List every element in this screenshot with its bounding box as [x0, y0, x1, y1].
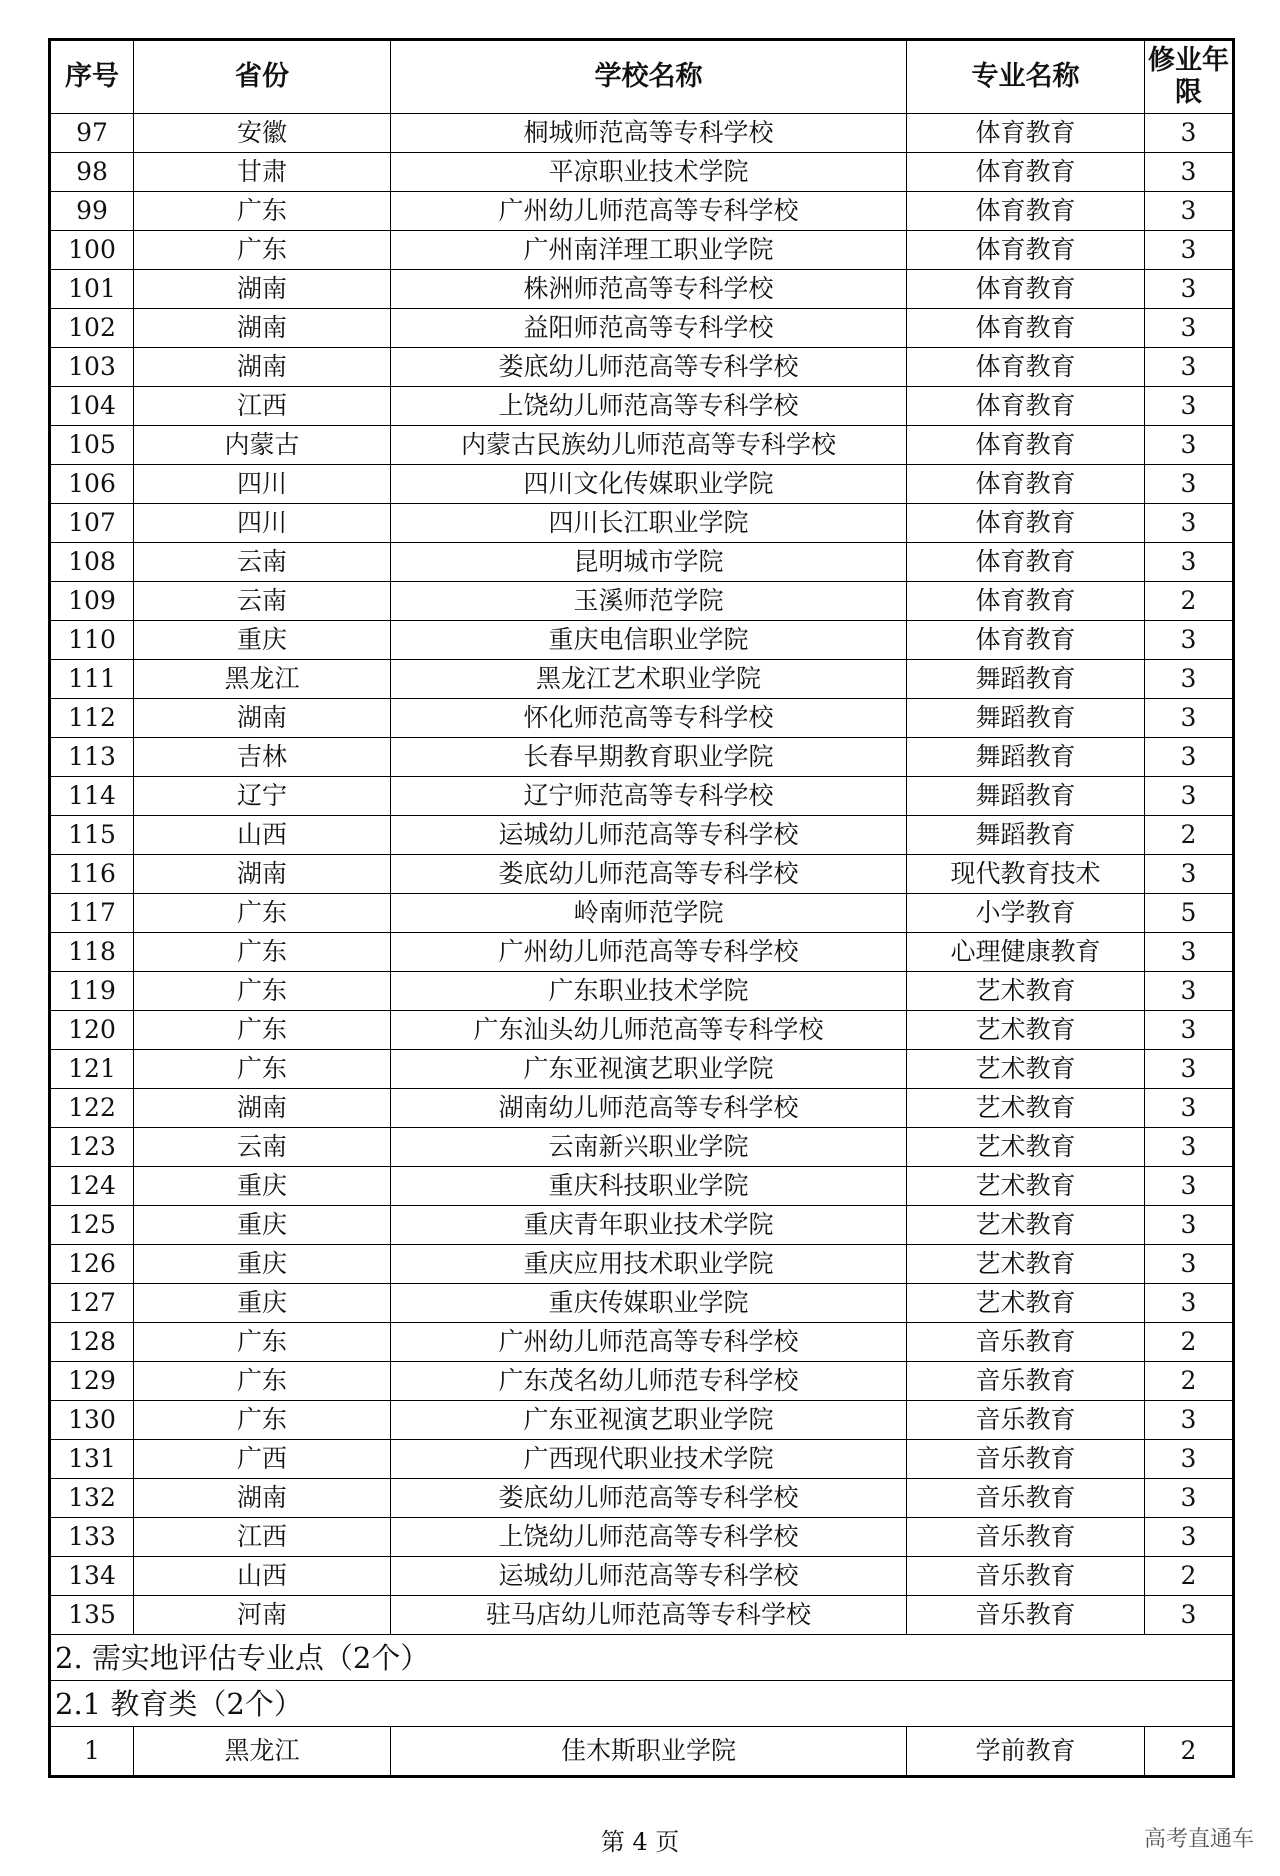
- cell-major: 艺术教育: [907, 1089, 1145, 1128]
- cell-school: 益阳师范高等专科学校: [391, 309, 907, 348]
- cell-index: 133: [50, 1518, 134, 1557]
- cell-years: 3: [1145, 1479, 1234, 1518]
- cell-province: 四川: [134, 465, 391, 504]
- section-table-body: [50, 1727, 1234, 1777]
- table-row: [50, 465, 1234, 504]
- cell-years: 3: [1145, 972, 1234, 1011]
- cell-years: 3: [1145, 1050, 1234, 1089]
- cell-major: 艺术教育: [907, 1284, 1145, 1323]
- cell-school: 广东职业技术学院: [391, 972, 907, 1011]
- cell-years: 3: [1145, 309, 1234, 348]
- header-school: 学校名称: [391, 40, 907, 114]
- cell-index: 127: [50, 1284, 134, 1323]
- cell-major: 音乐教育: [907, 1362, 1145, 1401]
- cell-index: 102: [50, 309, 134, 348]
- cell-years: 3: [1145, 231, 1234, 270]
- cell-province: 黑龙江: [134, 1727, 391, 1777]
- cell-years: 3: [1145, 504, 1234, 543]
- cell-school: 岭南师范学院: [391, 894, 907, 933]
- cell-years: 3: [1145, 660, 1234, 699]
- cell-index: 118: [50, 933, 134, 972]
- cell-major: 音乐教育: [907, 1557, 1145, 1596]
- table-row: [50, 1089, 1234, 1128]
- cell-index: 100: [50, 231, 134, 270]
- cell-school: 玉溪师范学院: [391, 582, 907, 621]
- table-row: [50, 1011, 1234, 1050]
- table-row: [50, 855, 1234, 894]
- cell-years: 3: [1145, 270, 1234, 309]
- cell-school: 广州幼儿师范高等专科学校: [391, 933, 907, 972]
- table-body: [50, 114, 1234, 1635]
- cell-province: 重庆: [134, 1284, 391, 1323]
- cell-index: 117: [50, 894, 134, 933]
- cell-major: 体育教育: [907, 465, 1145, 504]
- table-row: [50, 933, 1234, 972]
- cell-major: 体育教育: [907, 621, 1145, 660]
- cell-index: 125: [50, 1206, 134, 1245]
- cell-index: 135: [50, 1596, 134, 1635]
- cell-index: 131: [50, 1440, 134, 1479]
- cell-major: 心理健康教育: [907, 933, 1145, 972]
- cell-index: 98: [50, 153, 134, 192]
- cell-major: 体育教育: [907, 582, 1145, 621]
- cell-major: 学前教育: [907, 1727, 1145, 1777]
- table-row: [50, 972, 1234, 1011]
- cell-school: 运城幼儿师范高等专科学校: [391, 816, 907, 855]
- table-row: [50, 1128, 1234, 1167]
- cell-school: 娄底幼儿师范高等专科学校: [391, 855, 907, 894]
- cell-major: 舞蹈教育: [907, 699, 1145, 738]
- cell-major: 体育教育: [907, 270, 1145, 309]
- cell-major: 体育教育: [907, 309, 1145, 348]
- cell-years: 3: [1145, 1245, 1234, 1284]
- table-row: [50, 1206, 1234, 1245]
- cell-province: 重庆: [134, 621, 391, 660]
- cell-province: 广东: [134, 1323, 391, 1362]
- cell-school: 云南新兴职业学院: [391, 1128, 907, 1167]
- page-number: 第 4 页: [600, 1828, 680, 1856]
- cell-school: 四川文化传媒职业学院: [391, 465, 907, 504]
- cell-major: 艺术教育: [907, 972, 1145, 1011]
- section-2-title: 2. 需实地评估专业点（2个）: [50, 1635, 1234, 1681]
- cell-years: 3: [1145, 465, 1234, 504]
- cell-index: 130: [50, 1401, 134, 1440]
- cell-index: 106: [50, 465, 134, 504]
- cell-major: 音乐教育: [907, 1401, 1145, 1440]
- cell-years: 2: [1145, 816, 1234, 855]
- table-row: [50, 1050, 1234, 1089]
- cell-school: 四川长江职业学院: [391, 504, 907, 543]
- table-row: [50, 192, 1234, 231]
- table-row: [50, 1479, 1234, 1518]
- table-row: [50, 738, 1234, 777]
- cell-index: 107: [50, 504, 134, 543]
- cell-index: 114: [50, 777, 134, 816]
- table-row: [50, 660, 1234, 699]
- cell-major: 艺术教育: [907, 1245, 1145, 1284]
- table-row: [50, 1401, 1234, 1440]
- cell-school: 运城幼儿师范高等专科学校: [391, 1557, 907, 1596]
- cell-index: 120: [50, 1011, 134, 1050]
- cell-index: 122: [50, 1089, 134, 1128]
- header-index: 序号: [50, 40, 134, 114]
- cell-index: 128: [50, 1323, 134, 1362]
- cell-province: 江西: [134, 1518, 391, 1557]
- cell-school: 株洲师范高等专科学校: [391, 270, 907, 309]
- cell-province: 湖南: [134, 855, 391, 894]
- cell-index: 109: [50, 582, 134, 621]
- cell-years: 3: [1145, 621, 1234, 660]
- watermark: 高考直通车: [1143, 1827, 1254, 1852]
- cell-province: 广西: [134, 1440, 391, 1479]
- cell-major: 舞蹈教育: [907, 777, 1145, 816]
- cell-years: 3: [1145, 738, 1234, 777]
- cell-school: 娄底幼儿师范高等专科学校: [391, 1479, 907, 1518]
- cell-school: 娄底幼儿师范高等专科学校: [391, 348, 907, 387]
- table-row: [50, 621, 1234, 660]
- cell-province: 重庆: [134, 1245, 391, 1284]
- cell-index: 115: [50, 816, 134, 855]
- cell-index: 99: [50, 192, 134, 231]
- cell-years: 3: [1145, 777, 1234, 816]
- table-row: [50, 114, 1234, 153]
- cell-province: 山西: [134, 1557, 391, 1596]
- cell-years: 3: [1145, 855, 1234, 894]
- cell-school: 长春早期教育职业学院: [391, 738, 907, 777]
- table-row: [50, 426, 1234, 465]
- cell-major: 体育教育: [907, 231, 1145, 270]
- cell-province: 云南: [134, 582, 391, 621]
- cell-province: 湖南: [134, 1479, 391, 1518]
- cell-school: 广西现代职业技术学院: [391, 1440, 907, 1479]
- cell-province: 湖南: [134, 270, 391, 309]
- table-row: [50, 582, 1234, 621]
- cell-years: 3: [1145, 1128, 1234, 1167]
- cell-school: 平凉职业技术学院: [391, 153, 907, 192]
- data-table: [48, 38, 1235, 1778]
- table-row: [50, 1245, 1234, 1284]
- cell-province: 广东: [134, 231, 391, 270]
- cell-province: 广东: [134, 894, 391, 933]
- cell-province: 湖南: [134, 309, 391, 348]
- cell-province: 江西: [134, 387, 391, 426]
- cell-school: 上饶幼儿师范高等专科学校: [391, 387, 907, 426]
- cell-index: 112: [50, 699, 134, 738]
- cell-index: 129: [50, 1362, 134, 1401]
- table-row: [50, 1518, 1234, 1557]
- cell-school: 驻马店幼儿师范高等专科学校: [391, 1596, 907, 1635]
- cell-years: 2: [1145, 1727, 1234, 1777]
- cell-major: 艺术教育: [907, 1011, 1145, 1050]
- cell-major: 音乐教育: [907, 1323, 1145, 1362]
- cell-school: 桐城师范高等专科学校: [391, 114, 907, 153]
- table-row: [50, 1167, 1234, 1206]
- table-row: [50, 1440, 1234, 1479]
- cell-index: 126: [50, 1245, 134, 1284]
- cell-years: 3: [1145, 348, 1234, 387]
- cell-major: 艺术教育: [907, 1206, 1145, 1245]
- cell-major: 体育教育: [907, 348, 1145, 387]
- cell-province: 安徽: [134, 114, 391, 153]
- cell-index: 124: [50, 1167, 134, 1206]
- cell-school: 辽宁师范高等专科学校: [391, 777, 907, 816]
- cell-index: 121: [50, 1050, 134, 1089]
- cell-major: 舞蹈教育: [907, 660, 1145, 699]
- cell-years: 3: [1145, 153, 1234, 192]
- table-row: [50, 699, 1234, 738]
- cell-province: 湖南: [134, 348, 391, 387]
- cell-index: 104: [50, 387, 134, 426]
- cell-index: 113: [50, 738, 134, 777]
- cell-index: 105: [50, 426, 134, 465]
- table-row: [50, 777, 1234, 816]
- table-row: [50, 1284, 1234, 1323]
- cell-school: 广州南洋理工职业学院: [391, 231, 907, 270]
- cell-major: 体育教育: [907, 192, 1145, 231]
- cell-school: 佳木斯职业学院: [391, 1727, 907, 1777]
- cell-school: 广州幼儿师范高等专科学校: [391, 1323, 907, 1362]
- cell-province: 黑龙江: [134, 660, 391, 699]
- cell-province: 广东: [134, 1401, 391, 1440]
- cell-school: 重庆应用技术职业学院: [391, 1245, 907, 1284]
- cell-years: 2: [1145, 1362, 1234, 1401]
- cell-years: 2: [1145, 1557, 1234, 1596]
- cell-years: 3: [1145, 426, 1234, 465]
- cell-years: 3: [1145, 1089, 1234, 1128]
- cell-major: 艺术教育: [907, 1167, 1145, 1206]
- cell-school: 上饶幼儿师范高等专科学校: [391, 1518, 907, 1557]
- cell-school: 重庆传媒职业学院: [391, 1284, 907, 1323]
- cell-index: 1: [50, 1727, 134, 1777]
- cell-province: 内蒙古: [134, 426, 391, 465]
- cell-school: 怀化师范高等专科学校: [391, 699, 907, 738]
- cell-years: 2: [1145, 582, 1234, 621]
- cell-years: 3: [1145, 699, 1234, 738]
- section-2-1-title: 2.1 教育类（2个）: [50, 1681, 1234, 1727]
- cell-major: 舞蹈教育: [907, 738, 1145, 777]
- cell-index: 111: [50, 660, 134, 699]
- table-row: [50, 1323, 1234, 1362]
- cell-province: 湖南: [134, 699, 391, 738]
- cell-major: 艺术教育: [907, 1050, 1145, 1089]
- cell-years: 3: [1145, 1401, 1234, 1440]
- cell-years: 3: [1145, 114, 1234, 153]
- cell-province: 云南: [134, 543, 391, 582]
- cell-major: 体育教育: [907, 426, 1145, 465]
- cell-province: 广东: [134, 1050, 391, 1089]
- table-row: [50, 894, 1234, 933]
- cell-index: 123: [50, 1128, 134, 1167]
- cell-major: 舞蹈教育: [907, 816, 1145, 855]
- cell-years: 3: [1145, 1284, 1234, 1323]
- cell-province: 广东: [134, 1011, 391, 1050]
- cell-province: 辽宁: [134, 777, 391, 816]
- cell-major: 音乐教育: [907, 1479, 1145, 1518]
- cell-province: 重庆: [134, 1167, 391, 1206]
- table-row: [50, 543, 1234, 582]
- cell-index: 101: [50, 270, 134, 309]
- table-row: [50, 1362, 1234, 1401]
- cell-years: 3: [1145, 192, 1234, 231]
- cell-years: 3: [1145, 1518, 1234, 1557]
- cell-years: 3: [1145, 543, 1234, 582]
- section-row: [50, 1681, 1234, 1727]
- cell-years: 3: [1145, 1206, 1234, 1245]
- cell-province: 广东: [134, 1362, 391, 1401]
- cell-province: 四川: [134, 504, 391, 543]
- cell-major: 艺术教育: [907, 1128, 1145, 1167]
- table-row: [50, 153, 1234, 192]
- cell-school: 黑龙江艺术职业学院: [391, 660, 907, 699]
- cell-index: 116: [50, 855, 134, 894]
- table-row: [50, 348, 1234, 387]
- cell-school: 昆明城市学院: [391, 543, 907, 582]
- cell-school: 广东汕头幼儿师范高等专科学校: [391, 1011, 907, 1050]
- cell-school: 广东茂名幼儿师范专科学校: [391, 1362, 907, 1401]
- cell-years: 3: [1145, 1440, 1234, 1479]
- cell-years: 3: [1145, 933, 1234, 972]
- cell-years: 5: [1145, 894, 1234, 933]
- table-row: [50, 504, 1234, 543]
- cell-major: 音乐教育: [907, 1518, 1145, 1557]
- table-row: [50, 270, 1234, 309]
- cell-index: 132: [50, 1479, 134, 1518]
- cell-years: 3: [1145, 387, 1234, 426]
- cell-school: 重庆青年职业技术学院: [391, 1206, 907, 1245]
- cell-school: 广东亚视演艺职业学院: [391, 1050, 907, 1089]
- cell-school: 重庆电信职业学院: [391, 621, 907, 660]
- cell-index: 103: [50, 348, 134, 387]
- cell-province: 广东: [134, 192, 391, 231]
- cell-province: 甘肃: [134, 153, 391, 192]
- table-row: [50, 1596, 1234, 1635]
- cell-school: 湖南幼儿师范高等专科学校: [391, 1089, 907, 1128]
- cell-province: 云南: [134, 1128, 391, 1167]
- cell-major: 体育教育: [907, 387, 1145, 426]
- cell-index: 119: [50, 972, 134, 1011]
- cell-major: 音乐教育: [907, 1440, 1145, 1479]
- cell-index: 97: [50, 114, 134, 153]
- cell-school: 广州幼儿师范高等专科学校: [391, 192, 907, 231]
- cell-years: 3: [1145, 1167, 1234, 1206]
- cell-province: 湖南: [134, 1089, 391, 1128]
- table-row: [50, 231, 1234, 270]
- table-row: [50, 309, 1234, 348]
- cell-years: 2: [1145, 1323, 1234, 1362]
- cell-province: 山西: [134, 816, 391, 855]
- cell-major: 现代教育技术: [907, 855, 1145, 894]
- cell-school: 广东亚视演艺职业学院: [391, 1401, 907, 1440]
- header-major: 专业名称: [907, 40, 1145, 114]
- header-years: 修业年限: [1145, 40, 1234, 114]
- cell-years: 3: [1145, 1596, 1234, 1635]
- cell-index: 108: [50, 543, 134, 582]
- cell-province: 河南: [134, 1596, 391, 1635]
- table-row: [50, 816, 1234, 855]
- cell-major: 音乐教育: [907, 1596, 1145, 1635]
- header-province: 省份: [134, 40, 391, 114]
- cell-school: 内蒙古民族幼儿师范高等专科学校: [391, 426, 907, 465]
- cell-major: 体育教育: [907, 504, 1145, 543]
- cell-index: 110: [50, 621, 134, 660]
- cell-major: 体育教育: [907, 543, 1145, 582]
- table-row: [50, 1727, 1234, 1777]
- cell-index: 134: [50, 1557, 134, 1596]
- section-row: [50, 1635, 1234, 1681]
- cell-school: 重庆科技职业学院: [391, 1167, 907, 1206]
- cell-major: 体育教育: [907, 114, 1145, 153]
- cell-major: 小学教育: [907, 894, 1145, 933]
- cell-province: 广东: [134, 933, 391, 972]
- cell-province: 广东: [134, 972, 391, 1011]
- table-row: [50, 387, 1234, 426]
- cell-major: 体育教育: [907, 153, 1145, 192]
- header-row: [50, 40, 1234, 114]
- cell-years: 3: [1145, 1011, 1234, 1050]
- table-row: [50, 1557, 1234, 1596]
- cell-province: 重庆: [134, 1206, 391, 1245]
- cell-province: 吉林: [134, 738, 391, 777]
